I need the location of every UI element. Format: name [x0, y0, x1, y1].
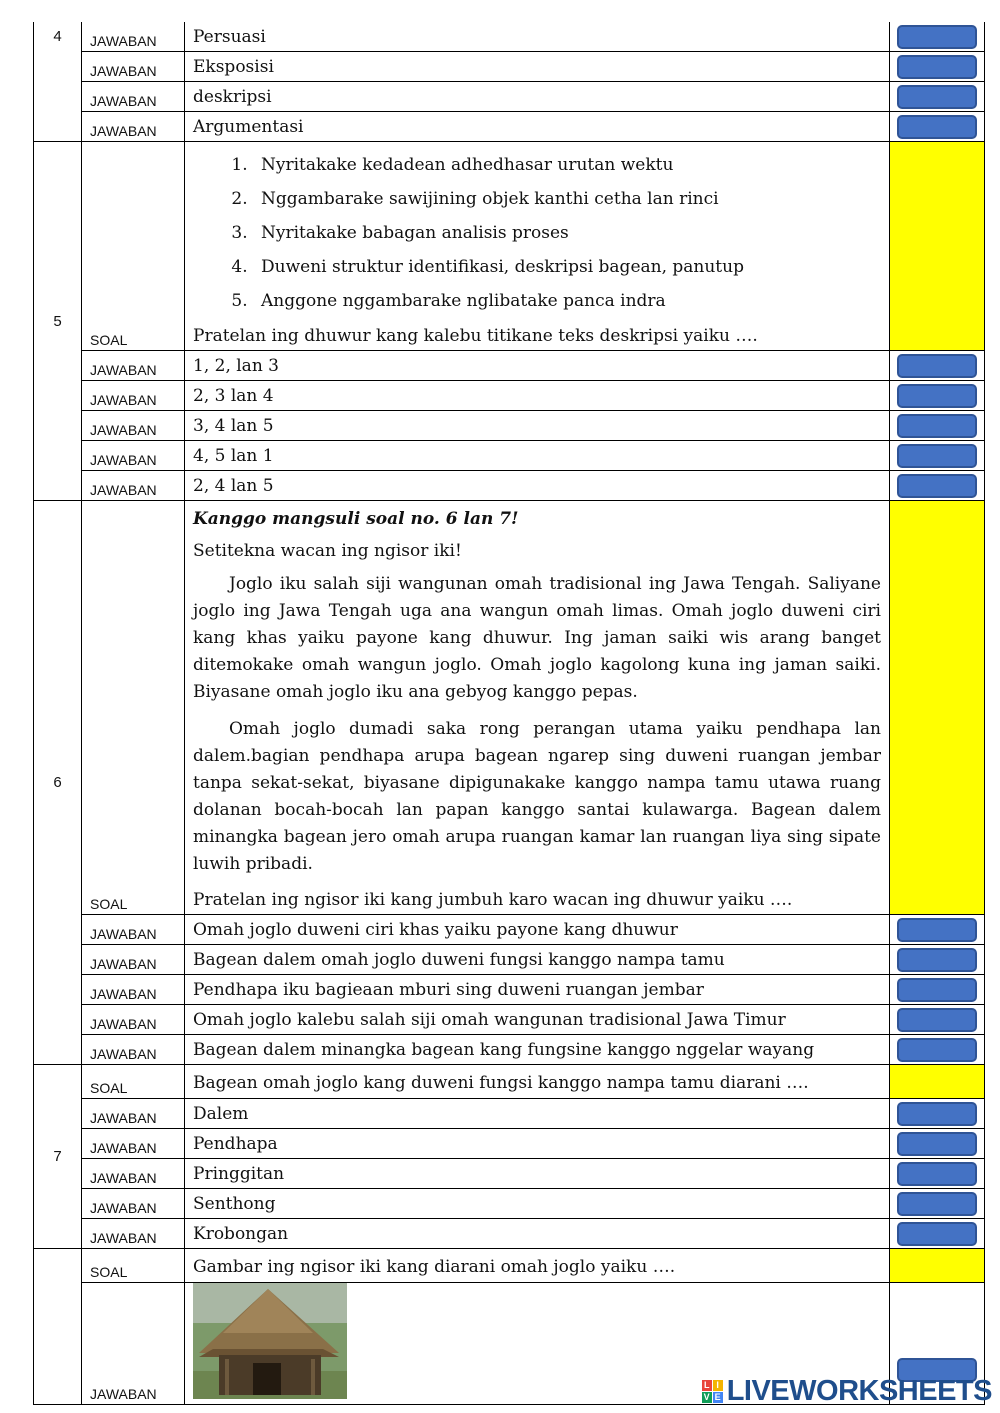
answer-label: JAWABAN: [82, 1005, 185, 1035]
q4-answer-row: [34, 82, 985, 112]
answer-button[interactable]: [897, 414, 977, 438]
q7-answer-row: [34, 1189, 985, 1219]
answer-drop-cell: [890, 1005, 985, 1035]
answer-label: JAWABAN: [82, 411, 185, 441]
soal-label: SOAL: [82, 1249, 185, 1283]
answer-text: Argumentasi: [185, 112, 890, 142]
soal-label: SOAL: [82, 142, 185, 351]
question-text: Bagean omah joglo kang duweni fungsi kanggo nampa tamu diarani ….: [185, 1065, 890, 1099]
answer-text: Pendhapa: [185, 1129, 890, 1159]
answer-button[interactable]: [897, 1102, 977, 1126]
answer-label: JAWABAN: [82, 351, 185, 381]
answer-text: Omah joglo kalebu salah siji omah wangunan tradisional Jawa Timur: [185, 1005, 890, 1035]
answer-drop-cell: [890, 52, 985, 82]
answer-label: JAWABAN: [82, 112, 185, 142]
answer-drop-cell: [890, 381, 985, 411]
answer-button[interactable]: [897, 384, 977, 408]
statement-list: [193, 148, 881, 318]
question-cell: [185, 142, 890, 351]
answer-label: JAWABAN: [82, 22, 185, 52]
question-highlight: [890, 1249, 985, 1283]
answer-label: JAWABAN: [82, 1189, 185, 1219]
question-highlight: [890, 142, 985, 351]
answer-drop-cell: [890, 1219, 985, 1249]
answer-drop-cell: [890, 1129, 985, 1159]
answer-label: JAWABAN: [82, 915, 185, 945]
answer-drop-cell: [890, 1035, 985, 1065]
soal-label: SOAL: [82, 1065, 185, 1099]
question-highlight: [890, 501, 985, 915]
answer-label: JAWABAN: [82, 381, 185, 411]
answer-text: Pendhapa iku bagieaan mburi sing duweni ruangan jembar: [185, 975, 890, 1005]
question-number: 7: [34, 1065, 82, 1249]
answer-text: Pringgitan: [185, 1159, 890, 1189]
answer-label: JAWABAN: [82, 82, 185, 112]
q5-answer-row: [34, 471, 985, 501]
reading-paragraph: Joglo iku salah siji wangunan omah tradisional ing Jawa Tengah. Saliyane joglo ing Jawa Tengah uga ana wangun omah limas. Omah joglo duweni ciri kang khas yaiku payone kang dhuwur. Ing jaman saiki wis arang banget ditemokake omah wangun joglo. Omah joglo kagolong kuna ing jaman saiki. Biyasane omah joglo iku ana gebyog kanggo pepas.: [193, 574, 881, 702]
answer-drop-cell: [890, 471, 985, 501]
logo-letter: E: [714, 1391, 721, 1402]
logo-mark: [702, 1380, 723, 1403]
answer-button[interactable]: [897, 444, 977, 468]
answer-label: JAWABAN: [82, 52, 185, 82]
q7-answer-row: [34, 1219, 985, 1249]
answer-drop-cell: [890, 945, 985, 975]
answer-text: Dalem: [185, 1099, 890, 1129]
reading-paragraph: Omah joglo dumadi saka rong perangan utama yaiku pendhapa lan dalem.bagian pendhapa arupa bagean ngarep sing duweni ruangan jembar tanpa sekat-sekat, biyasane dipigunakake kanggo nampa tamu utawa ruang dolanan bocah-bocah lan papan kanggo santai kulawarga. Bagean dalem minangka bagean jero omah arupa ruangan kamar lan ruangan liya sing sipate luwih pribadi.: [193, 719, 881, 874]
logo-letter: L: [702, 1380, 712, 1391]
reading-instruction: Setitekna wacan ing ngisor iki!: [193, 541, 462, 561]
statement-item: 1. Nyritakake kedadean adhedhasar urutan wektu: [253, 148, 881, 182]
answer-label: JAWABAN: [82, 1035, 185, 1065]
question-number: 6: [34, 501, 82, 1065]
reading-intro: Kanggo mangsuli soal no. 6 lan 7!: [193, 509, 519, 529]
question-number: 4: [34, 22, 82, 142]
statement-item: 3. Nyritakake babagan analisis proses: [253, 216, 881, 250]
question-number: 5: [34, 142, 82, 501]
answer-label: JAWABAN: [82, 945, 185, 975]
q6-question-row: [34, 501, 985, 915]
statement-item: 4. Duweni struktur identifikasi, deskripsi bagean, panutup: [253, 250, 881, 284]
q6-answer-row: [34, 1035, 985, 1065]
answer-label: JAWABAN: [82, 441, 185, 471]
answer-button[interactable]: [897, 1008, 977, 1032]
answer-label: JAWABAN: [82, 1219, 185, 1249]
answer-drop-cell: [890, 1099, 985, 1129]
answer-drop-cell: [890, 411, 985, 441]
answer-text: Eksposisi: [185, 52, 890, 82]
q4-answer-row: [34, 22, 985, 52]
q7-answer-row: [34, 1129, 985, 1159]
answer-text: 1, 2, lan 3: [185, 351, 890, 381]
answer-drop-cell: [890, 1189, 985, 1219]
answer-label: JAWABAN: [82, 1099, 185, 1129]
answer-button[interactable]: [897, 85, 977, 109]
answer-label: JAWABAN: [82, 1159, 185, 1189]
answer-button[interactable]: [897, 115, 977, 139]
answer-button[interactable]: [897, 948, 977, 972]
question-number: [34, 1249, 82, 1405]
answer-drop-cell: [890, 915, 985, 945]
answer-label: JAWABAN: [82, 975, 185, 1005]
answer-button[interactable]: [897, 1192, 977, 1216]
answer-drop-cell: [890, 1159, 985, 1189]
answer-drop-cell: [890, 22, 985, 52]
q7-answer-row: [34, 1159, 985, 1189]
answer-text: Bagean dalem omah joglo duweni fungsi kanggo nampa tamu: [185, 945, 890, 975]
answer-label: JAWABAN: [82, 471, 185, 501]
question-text: Pratelan ing ngisor iki kang jumbuh karo wacan ing dhuwur yaiku ….: [193, 890, 793, 910]
question-text: Gambar ing ngisor iki kang diarani omah joglo yaiku ….: [185, 1249, 890, 1283]
answer-button[interactable]: [897, 354, 977, 378]
liveworksheets-logo: [702, 1375, 992, 1407]
soal-label: SOAL: [82, 501, 185, 915]
answer-button[interactable]: [897, 1162, 977, 1186]
answer-button[interactable]: [897, 1222, 977, 1246]
answer-text: 2, 3 lan 4: [185, 381, 890, 411]
answer-drop-cell: [890, 82, 985, 112]
logo-text: LIVEWORKSHEETS: [726, 1374, 992, 1407]
question-highlight: [890, 1065, 985, 1099]
answer-button[interactable]: [897, 25, 977, 49]
answer-text: Persuasi: [185, 22, 890, 52]
answer-button[interactable]: [897, 1038, 977, 1062]
logo-letter: I: [713, 1380, 723, 1391]
q5-question-row: [34, 142, 985, 351]
q5-answer-row: [34, 441, 985, 471]
answer-text: Bagean dalem minangka bagean kang fungsine kanggo nggelar wayang: [185, 1035, 890, 1065]
answer-button[interactable]: [897, 474, 977, 498]
answer-drop-cell: [890, 441, 985, 471]
answer-text: 3, 4 lan 5: [185, 411, 890, 441]
q6-answer-row: [34, 915, 985, 945]
question-cell: [185, 501, 890, 915]
worksheet-table: [33, 22, 985, 1405]
question-text: Pratelan ing dhuwur kang kalebu titikane teks deskripsi yaiku ….: [193, 326, 758, 346]
answer-button[interactable]: [897, 55, 977, 79]
answer-text: deskripsi: [185, 82, 890, 112]
answer-text: 4, 5 lan 1: [185, 441, 890, 471]
q4-answer-row: [34, 52, 985, 82]
q5-answer-row: [34, 381, 985, 411]
answer-button[interactable]: [897, 918, 977, 942]
hut-image: [193, 1283, 347, 1399]
answer-text: Krobongan: [185, 1219, 890, 1249]
q7-question-row: [34, 1065, 985, 1099]
answer-text: Omah joglo duweni ciri khas yaiku payone kang dhuwur: [185, 915, 890, 945]
q5-answer-row: [34, 351, 985, 381]
answer-text: Senthong: [185, 1189, 890, 1219]
answer-button[interactable]: [897, 1132, 977, 1156]
answer-button[interactable]: [897, 978, 977, 1002]
answer-drop-cell: [890, 975, 985, 1005]
answer-drop-cell: [890, 351, 985, 381]
answer-label: JAWABAN: [82, 1283, 185, 1405]
q5-answer-row: [34, 411, 985, 441]
logo-letter: V: [703, 1391, 710, 1402]
q8-question-row: [34, 1249, 985, 1283]
q6-answer-row: [34, 1005, 985, 1035]
statement-item: 2. Nggambarake sawijining objek kanthi cetha lan rinci: [253, 182, 881, 216]
answer-text: 2, 4 lan 5: [185, 471, 890, 501]
q7-answer-row: [34, 1099, 985, 1129]
answer-label: JAWABAN: [82, 1129, 185, 1159]
q6-answer-row: [34, 975, 985, 1005]
answer-drop-cell: [890, 112, 985, 142]
q4-answer-row: [34, 112, 985, 142]
statement-item: 5. Anggone nggambarake nglibatake panca indra: [253, 284, 881, 318]
q6-answer-row: [34, 945, 985, 975]
